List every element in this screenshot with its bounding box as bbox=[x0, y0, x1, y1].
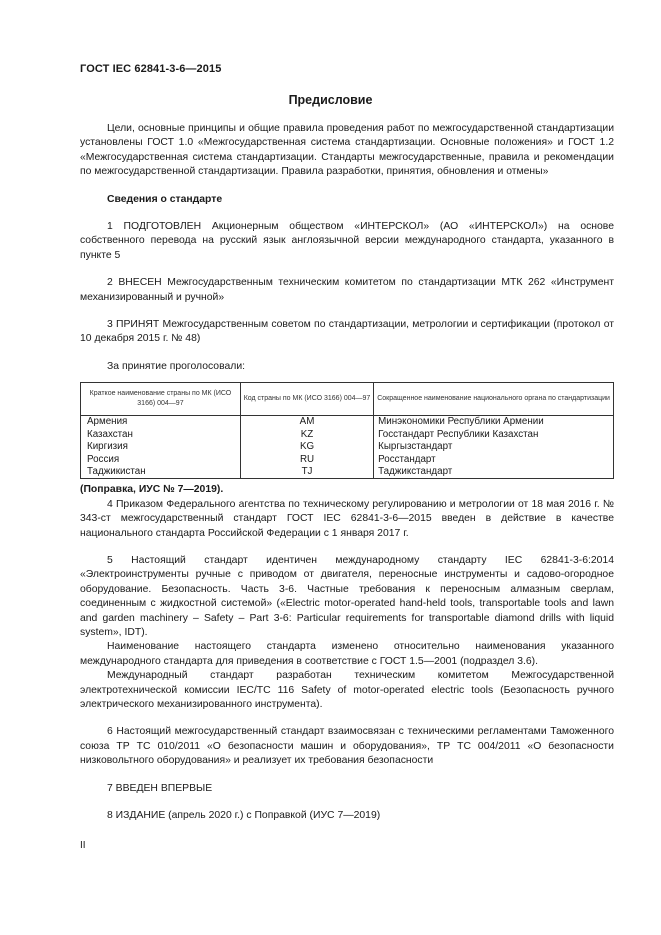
item-8: 8 ИЗДАНИЕ (апрель 2020 г.) с Поправкой (ИУС 7—2019) bbox=[107, 810, 381, 822]
cell-country: Таджикистан bbox=[81, 466, 241, 479]
cell-body: Росстандарт bbox=[374, 454, 614, 466]
item-6: 6 Настоящий межгосударственный стандарт взаимосвязан с техническими регламентами Таможенного союза ТР ТС 010/2011 «О безопасности машин и оборудования», ТР ТС 004/2011 «О безопасности низковольтного оборудования» и реализует их требования безопасности bbox=[80, 726, 614, 767]
item-7: 7 ВВЕДЕН ВПЕРВЫЕ bbox=[107, 782, 213, 794]
cell-country: Киргизия bbox=[81, 441, 241, 453]
table-row bbox=[81, 466, 614, 479]
table-row bbox=[81, 441, 614, 453]
vote-label: За принятие проголосовали: bbox=[107, 360, 246, 372]
page-title: Предисловие bbox=[288, 93, 373, 107]
header-code: Код страны по МК (ИСО 3166) 004—97 bbox=[240, 383, 373, 416]
cell-country: Армения bbox=[81, 416, 241, 429]
item-4: 4 Приказом Федерального агентства по техническому регулированию и метрологии от 18 мая 2016 г. № 343-ст межгосударственный стандарт ГОСТ IEC 62841-3-6—2015 введен в действие в качестве национального стандарта Российской Федерации с 1 января 2017 г. bbox=[80, 498, 614, 539]
cell-code: AM bbox=[240, 416, 373, 429]
info-section-title: Сведения о стандарте bbox=[107, 193, 223, 205]
item-5: 5 Настоящий стандарт идентичен международному стандарту IEC 62841-3-6:2014 «Электроинструменты ручные с приводом от двигателя, переносные инструменты и садово-огородное оборудование. Безопасность. Часть 3-6. Частные требования к переносным алмазным сверлам, соединенным с жидкостной системой» («Electric motor-operated hand-held tools, transportable tools and lawn and garden machinery – Safety – Part 3-6: Particular requirements for transportable diamond drills with liquid system», IDT). bbox=[80, 554, 614, 638]
item-5-committee-note: Международный стандарт разработан техническим комитетом Межгосударственной электротехнической комиссии IEC/TC 116 Safety of motor-operated electric tools (Безопасность ручного электрического механизированного инструмента). bbox=[80, 670, 614, 710]
cell-body: Госстандарт Республики Казахстан bbox=[374, 429, 614, 441]
cell-code: KG bbox=[240, 441, 373, 453]
table-row bbox=[81, 416, 614, 429]
cell-body: Минэкономики Республики Армении bbox=[374, 416, 614, 429]
page-number: II bbox=[80, 840, 86, 851]
voting-table bbox=[80, 382, 614, 479]
intro-paragraph: Цели, основные принципы и общие правила проведения работ по межгосударственной стандартизации установлены ГОСТ 1.0 «Межгосударственная система стандартизации. Основные положения» и ГОСТ 1.2 «Межгосударственная система стандартизации. Стандарты межгосударственные, правила и рекомендации по межгосударственной стандартизации. Правила разработки, принятия, обновления и отмены» bbox=[80, 123, 614, 178]
document-body bbox=[80, 122, 614, 823]
cell-code: RU bbox=[240, 454, 373, 466]
cell-body: Таджикстандарт bbox=[374, 466, 614, 479]
document-header: ГОСТ IEC 62841-3-6—2015 bbox=[80, 63, 222, 75]
cell-code: TJ bbox=[240, 466, 373, 479]
cell-country: Казахстан bbox=[81, 429, 241, 441]
cell-code: KZ bbox=[240, 429, 373, 441]
table-row bbox=[81, 429, 614, 441]
table-row bbox=[81, 454, 614, 466]
item-3: 3 ПРИНЯТ Межгосударственным советом по стандартизации, метрологии и сертификации (протокол от 10 декабря 2015 г. № 48) bbox=[80, 319, 614, 345]
item-5-name-note: Наименование настоящего стандарта изменено относительно наименования указанного международного стандарта для приведения в соответствие с ГОСТ 1.5—2001 (подраздел 3.6). bbox=[80, 641, 614, 667]
cell-country: Россия bbox=[81, 454, 241, 466]
header-body: Сокращенное наименование национального органа по стандартизации bbox=[374, 383, 614, 416]
header-country: Краткое наименование страны по МК (ИСО 3166) 004—97 bbox=[81, 383, 241, 416]
cell-body: Кыргызстандарт bbox=[374, 441, 614, 453]
table-header-row bbox=[81, 383, 614, 416]
item-2: 2 ВНЕСЕН Межгосударственным техническим комитетом по стандартизации МТК 262 «Инструмент механизированный и ручной» bbox=[80, 277, 614, 303]
amendment-note: (Поправка, ИУС № 7—2019). bbox=[80, 484, 224, 496]
item-1: 1 ПОДГОТОВЛЕН Акционерным обществом «ИНТЕРСКОЛ» (АО «ИНТЕРСКОЛ») на основе собственного перевода на русский язык англоязычной версии международного стандарта, указанного в пункте 5 bbox=[80, 221, 614, 261]
